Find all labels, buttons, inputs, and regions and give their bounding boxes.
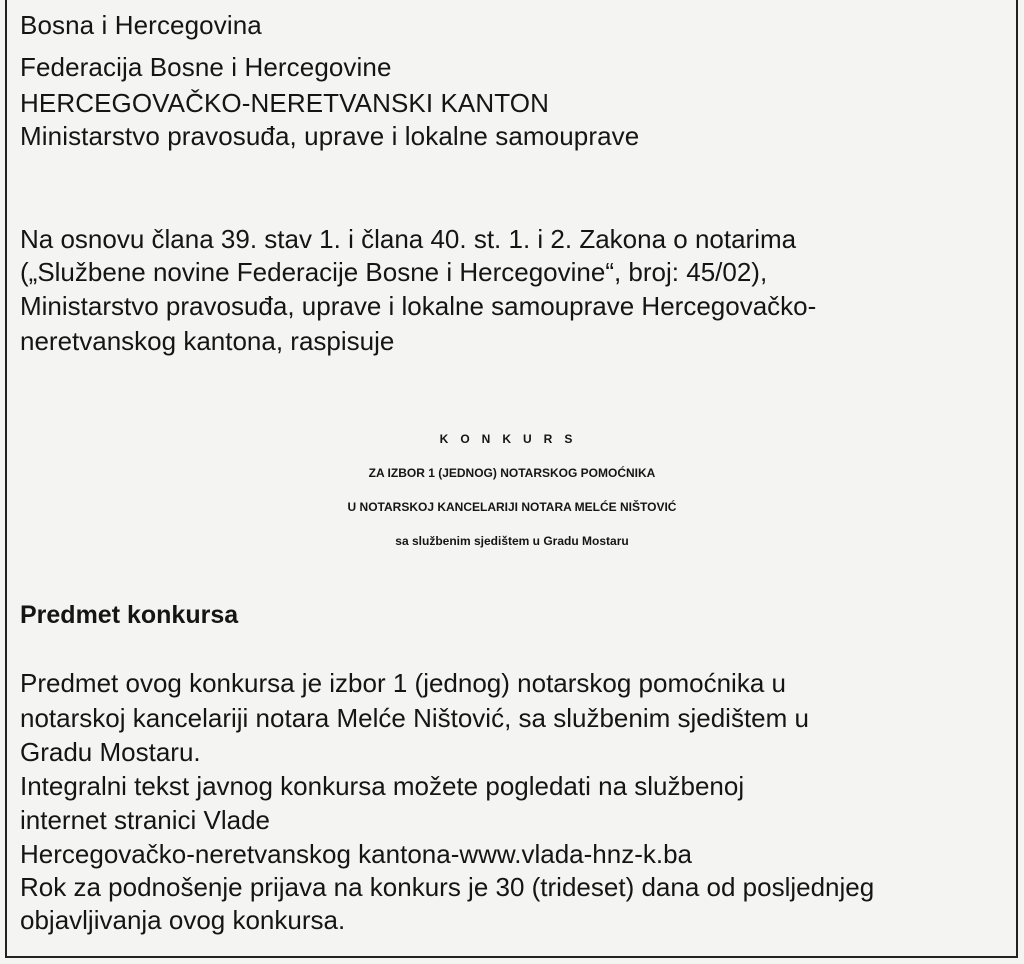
body-line: objavljivanja ovog konkursa.: [20, 905, 346, 935]
body-line: Integralni tekst javnog konkursa možete pogledati na službenoj: [20, 771, 745, 801]
title-line: ZA IZBOR 1 (JEDNOG) NOTARSKOG POMOĆNIKA: [368, 466, 656, 480]
intro-line: („Službene novine Federacije Bosne i Hercegovine“, broj: 45/02),: [20, 257, 768, 287]
header-country: Bosna i Hercegovina: [20, 10, 262, 40]
website-line: Hercegovačko-neretvanskog kantona-www.vlada-hnz-k.ba: [20, 839, 693, 869]
section-heading: Predmet konkursa: [20, 601, 239, 629]
header-canton: HERCEGOVAČKO-NERETVANSKI KANTON: [20, 88, 549, 118]
body-line: notarskoj kancelariji notara Melće Ništović, sa službenim sjedištem u: [20, 703, 809, 733]
header-federation: Federacija Bosne i Hercegovine: [20, 52, 392, 82]
body-line: Predmet ovog konkursa je izbor 1 (jednog) notarskog pomoćnika u: [20, 668, 786, 698]
title-line: U NOTARSKOJ KANCELARIJI NOTARA MELĆE NIŠTOVIĆ: [347, 500, 677, 514]
header-ministry: Ministarstvo pravosuđa, uprave i lokalne samouprave: [20, 121, 640, 151]
body-line: Rok za podnošenje prijava na konkurs je 30 (trideset) dana od posljednjeg: [20, 872, 875, 902]
title-line: sa službenim sjedištem u Gradu Mostaru: [395, 534, 629, 548]
intro-line: Ministarstvo pravosuđa, uprave i lokalne samouprave Hercegovačko-: [20, 291, 817, 321]
body-line: internet stranici Vlade: [20, 805, 271, 835]
intro-line: Na osnovu člana 39. stav 1. i člana 40. st. 1. i 2. Zakona o notarima: [20, 224, 797, 254]
body-line: Gradu Mostaru.: [20, 737, 201, 767]
title-konkurs: KONKURS: [439, 432, 585, 446]
intro-line: neretvanskog kantona, raspisuje: [20, 326, 395, 356]
